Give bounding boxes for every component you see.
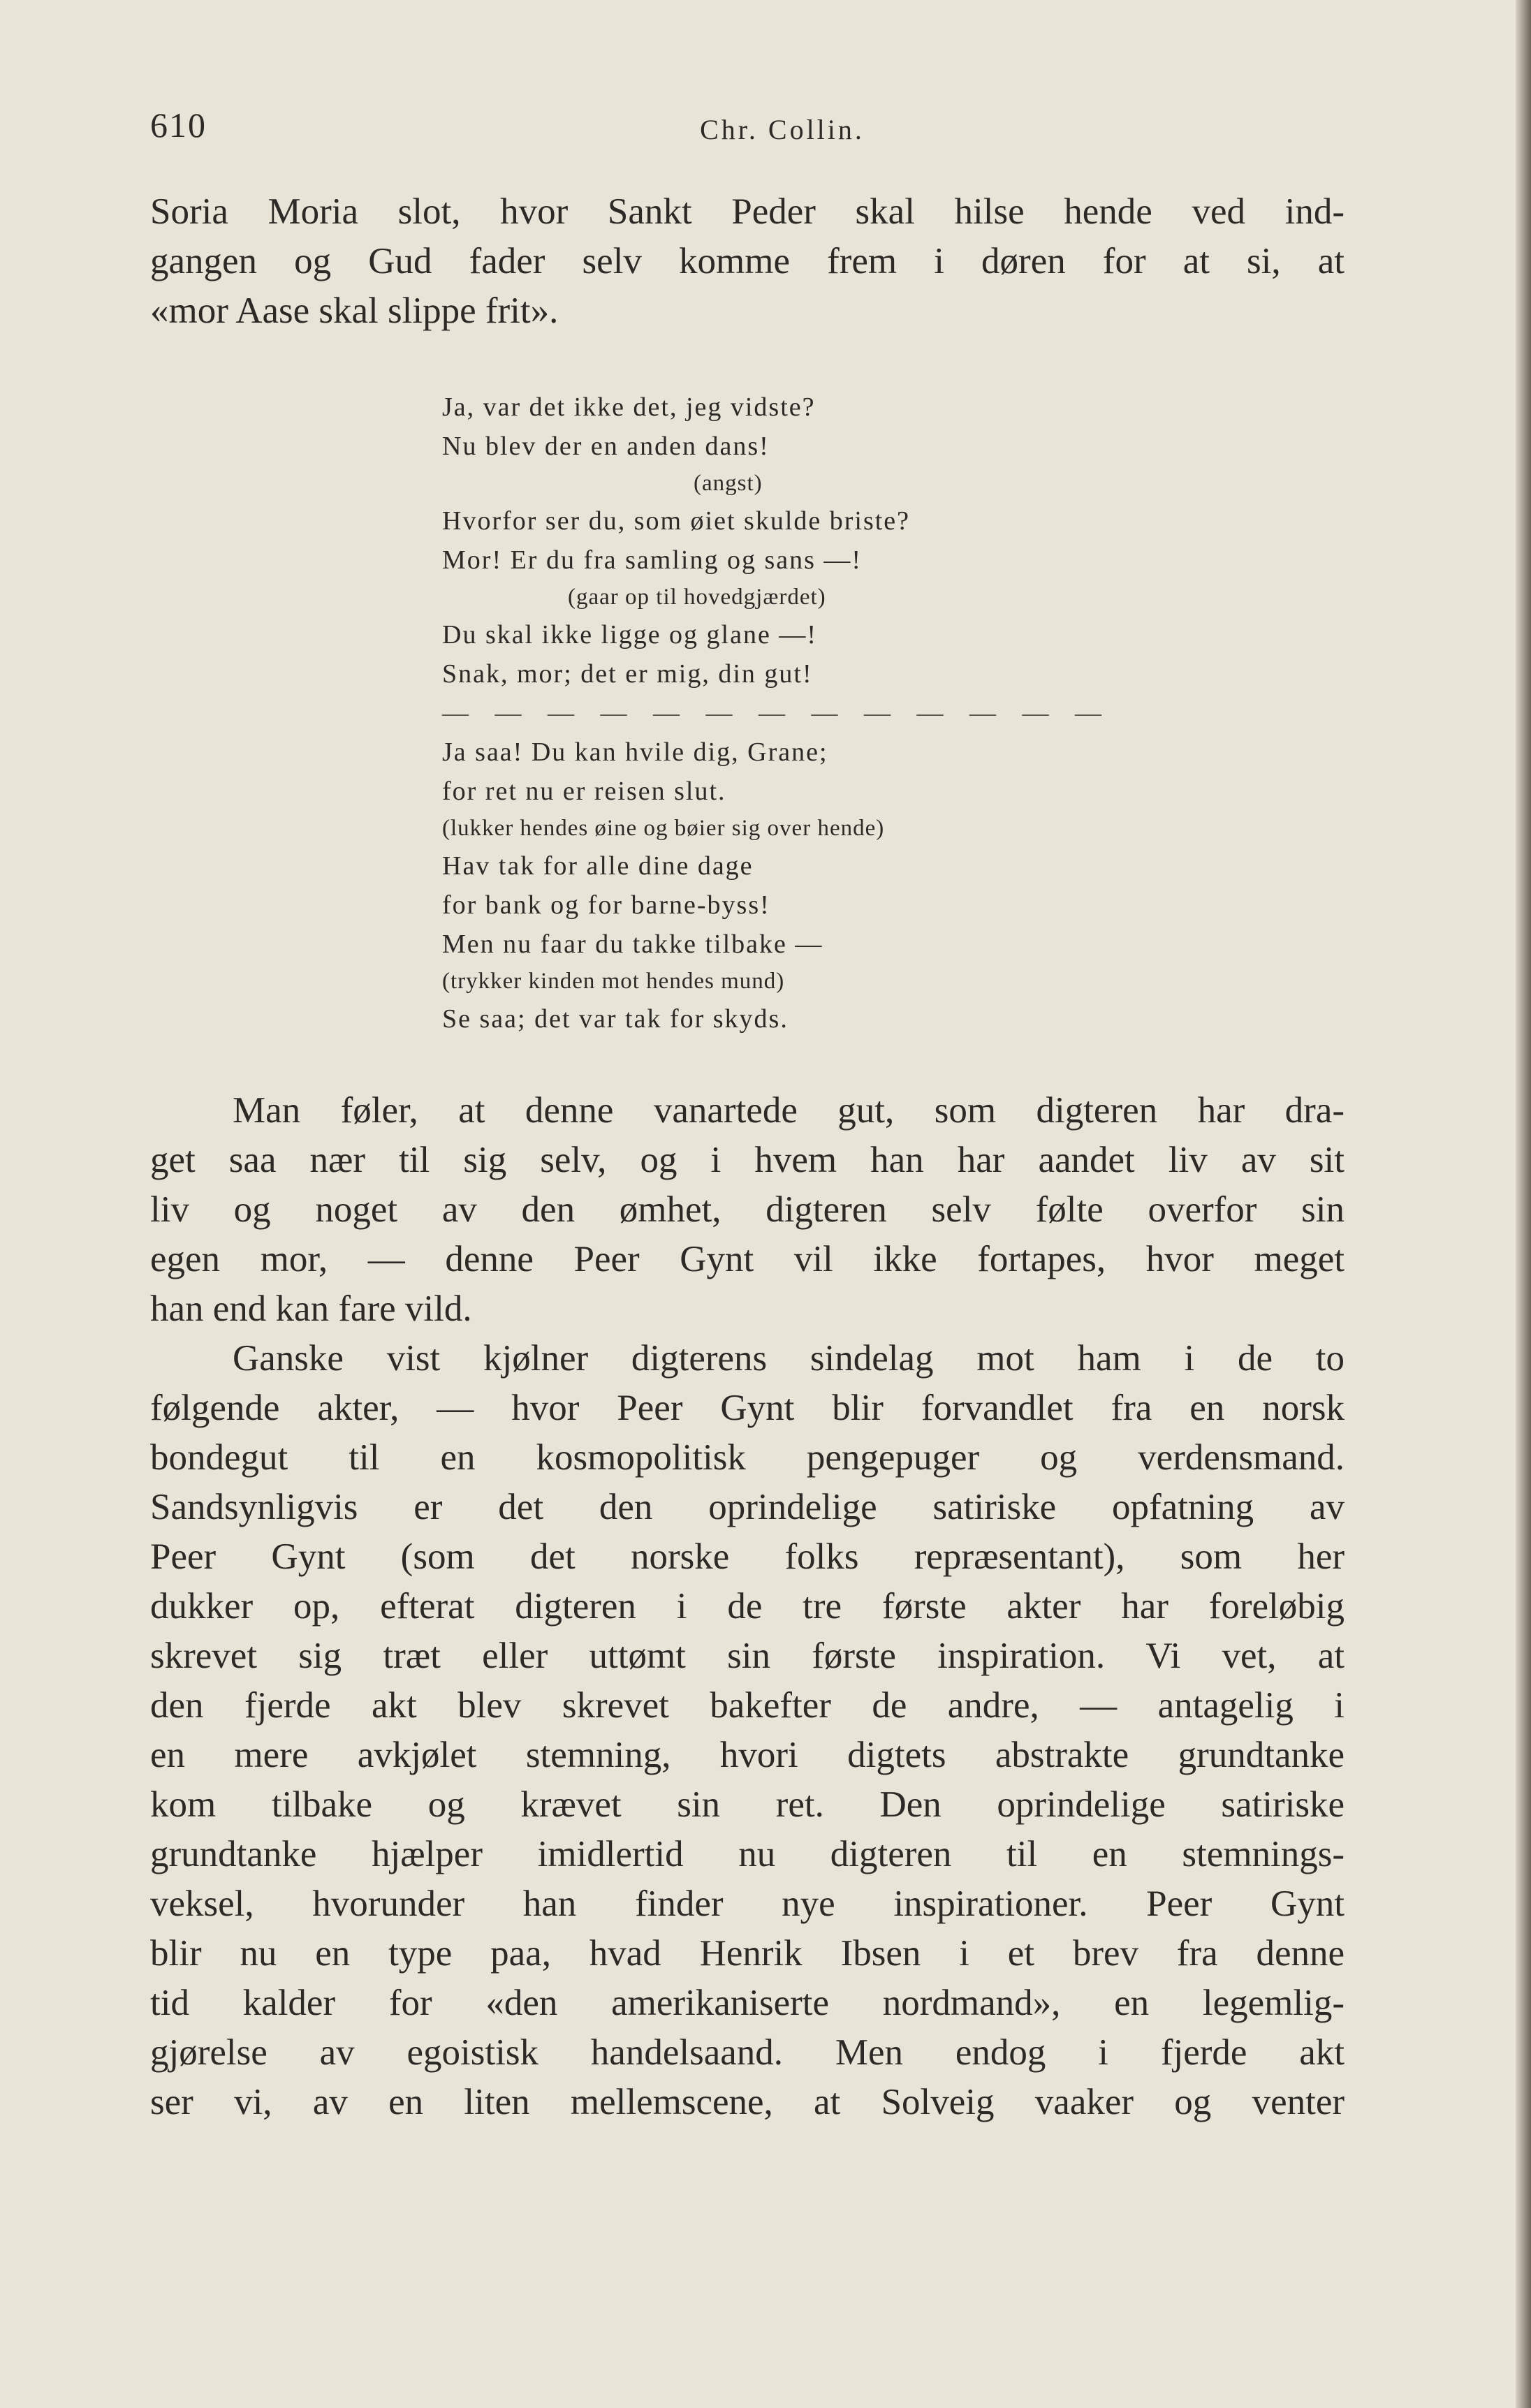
text-line: egen mor, — denne Peer Gynt vil ikke fortapes, hvor meget — [150, 1239, 1345, 1279]
verse-line: for ret nu er reisen slut. — [442, 777, 726, 806]
text-line: blir nu en type paa, hvad Henrik Ibsen i et brev fra denne — [150, 1933, 1345, 1974]
verse-line: Se saa; det var tak for skyds. — [442, 1004, 789, 1034]
text-line: en mere avkjølet stemning, hvori digtets abstrakte grundtanke — [150, 1735, 1345, 1775]
text-line: ser vi, av en liten mellemscene, at Solveig vaaker og venter — [150, 2082, 1345, 2122]
text-line: tid kalder for «den amerikaniserte nordmand», en legemlig- — [150, 1983, 1345, 2023]
stage-direction: (gaar op til hovedgjærdet) — [568, 585, 826, 610]
verse-block — [442, 388, 1111, 1038]
text-line: Soria Moria slot, hvor Sankt Peder skal hilse hende ved ind- — [150, 191, 1345, 232]
text-line: Sandsynligvis er det den oprindelige satiriske opfatning av — [150, 1487, 1345, 1527]
verse-line: Hvorfor ser du, som øiet skulde briste? — [442, 506, 911, 536]
stage-direction: (trykker kinden mot hendes mund) — [442, 969, 785, 994]
text-line: bondegut til en kosmopolitisk pengepuger og verdensmand. — [150, 1437, 1345, 1478]
text-line: følgende akter, — hvor Peer Gynt blir forvandlet fra en norsk — [150, 1388, 1345, 1428]
verse-line: Ja saa! Du kan hvile dig, Grane; — [442, 737, 828, 767]
text-line: Ganske vist kjølner digterens sindelag mot ham i de to — [233, 1338, 1345, 1379]
text-line: kom tilbake og krævet sin ret. Den oprindelige satiriske — [150, 1784, 1345, 1825]
text-line: gjørelse av egoistisk handelsaand. Men endog i fjerde akt — [150, 2032, 1345, 2073]
verse-line: Nu blev der en anden dans! — [442, 432, 770, 461]
page-edge-shadow — [1516, 0, 1531, 2408]
verse-line: for bank og for barne-byss! — [442, 890, 770, 920]
verse-line: Du skal ikke ligge og glane —! — [442, 620, 818, 649]
text-line: get saa nær til sig selv, og i hvem han har aandet liv av sit — [150, 1140, 1345, 1180]
page-header — [150, 105, 1345, 154]
stage-direction: (lukker hendes øine og bøier sig over hende) — [442, 816, 885, 841]
text-line: grundtanke hjælper imidlertid nu digteren til en stemnings- — [150, 1834, 1345, 1874]
intro-paragraph — [150, 187, 1345, 336]
verse-line: Ja, var det ikke det, jeg vidste? — [442, 392, 816, 422]
verse-line: Snak, mor; det er mig, din gut! — [442, 659, 813, 689]
verse-line: Men nu faar du takke tilbake — — [442, 930, 823, 959]
text-line: «mor Aase skal slippe frit». — [150, 291, 559, 331]
text-line: liv og noget av den ømhet, digteren selv følte overfor sin — [150, 1189, 1345, 1230]
text-line: skrevet sig træt eller uttømt sin første inspiration. Vi vet, at — [150, 1636, 1345, 1676]
text-line: den fjerde akt blev skrevet bakefter de andre, — antagelig i — [150, 1685, 1345, 1726]
text-line: Peer Gynt (som det norske folks repræsentant), som her — [150, 1536, 1345, 1577]
main-text — [150, 1086, 1345, 2127]
stage-direction: (angst) — [694, 471, 763, 496]
verse-line: Hav tak for alle dine dage — [442, 851, 754, 881]
dash-separator: — — — — — — — — — — — — — — [442, 698, 1111, 728]
text-line: Man føler, at denne vanartede gut, som digteren har dra- — [233, 1090, 1345, 1131]
verse-line: Mor! Er du fra samling og sans —! — [442, 545, 863, 575]
text-line: dukker op, efterat digteren i de tre første akter har foreløbig — [150, 1586, 1345, 1627]
text-line: veksel, hvorunder han finder nye inspirationer. Peer Gynt — [150, 1884, 1345, 1924]
running-head: Chr. Collin. — [700, 114, 865, 145]
text-line: han end kan fare vild. — [150, 1289, 472, 1329]
page-number: 610 — [150, 105, 207, 145]
text-line: gangen og Gud fader selv komme frem i døren for at si, at — [150, 241, 1345, 281]
